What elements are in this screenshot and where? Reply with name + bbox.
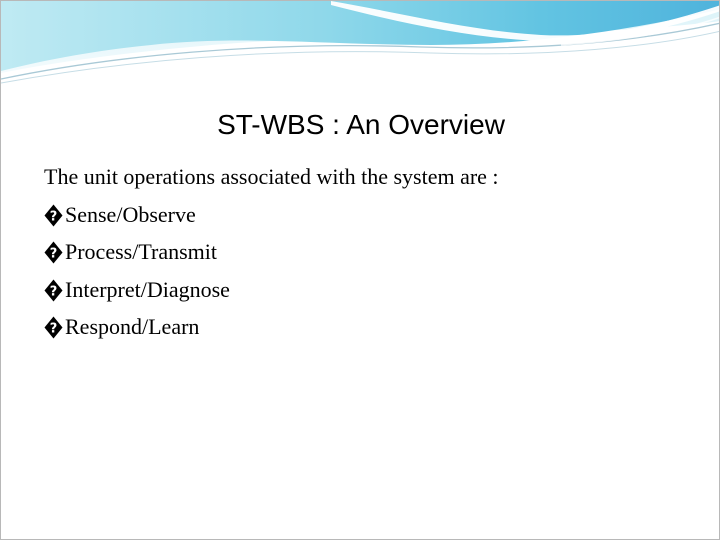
bullet-label: Interpret/Diagnose <box>65 276 230 302</box>
bullet-item <box>44 308 694 346</box>
svg-text:?: ? <box>49 246 58 262</box>
bullet-item <box>44 233 694 271</box>
header-wave-decoration <box>1 1 720 91</box>
replacement-character-icon <box>44 204 63 227</box>
replacement-character-icon <box>44 279 63 302</box>
replacement-character-icon <box>44 241 63 264</box>
svg-text:?: ? <box>49 209 58 225</box>
bullet-item <box>44 196 694 234</box>
slide-title-text: ST-WBS : An Overview <box>217 109 505 140</box>
bullet-item <box>44 271 694 309</box>
slide-body <box>44 158 694 346</box>
bullet-label: Sense/Observe <box>65 201 196 227</box>
bullet-label: Process/Transmit <box>65 239 217 264</box>
svg-text:?: ? <box>49 321 58 337</box>
intro-text: The unit operations associated with the system are : <box>44 164 499 189</box>
slide-title <box>1 109 720 141</box>
replacement-character-icon <box>44 316 63 339</box>
bullet-label: Respond/Learn <box>65 314 200 339</box>
svg-text:?: ? <box>49 284 58 300</box>
